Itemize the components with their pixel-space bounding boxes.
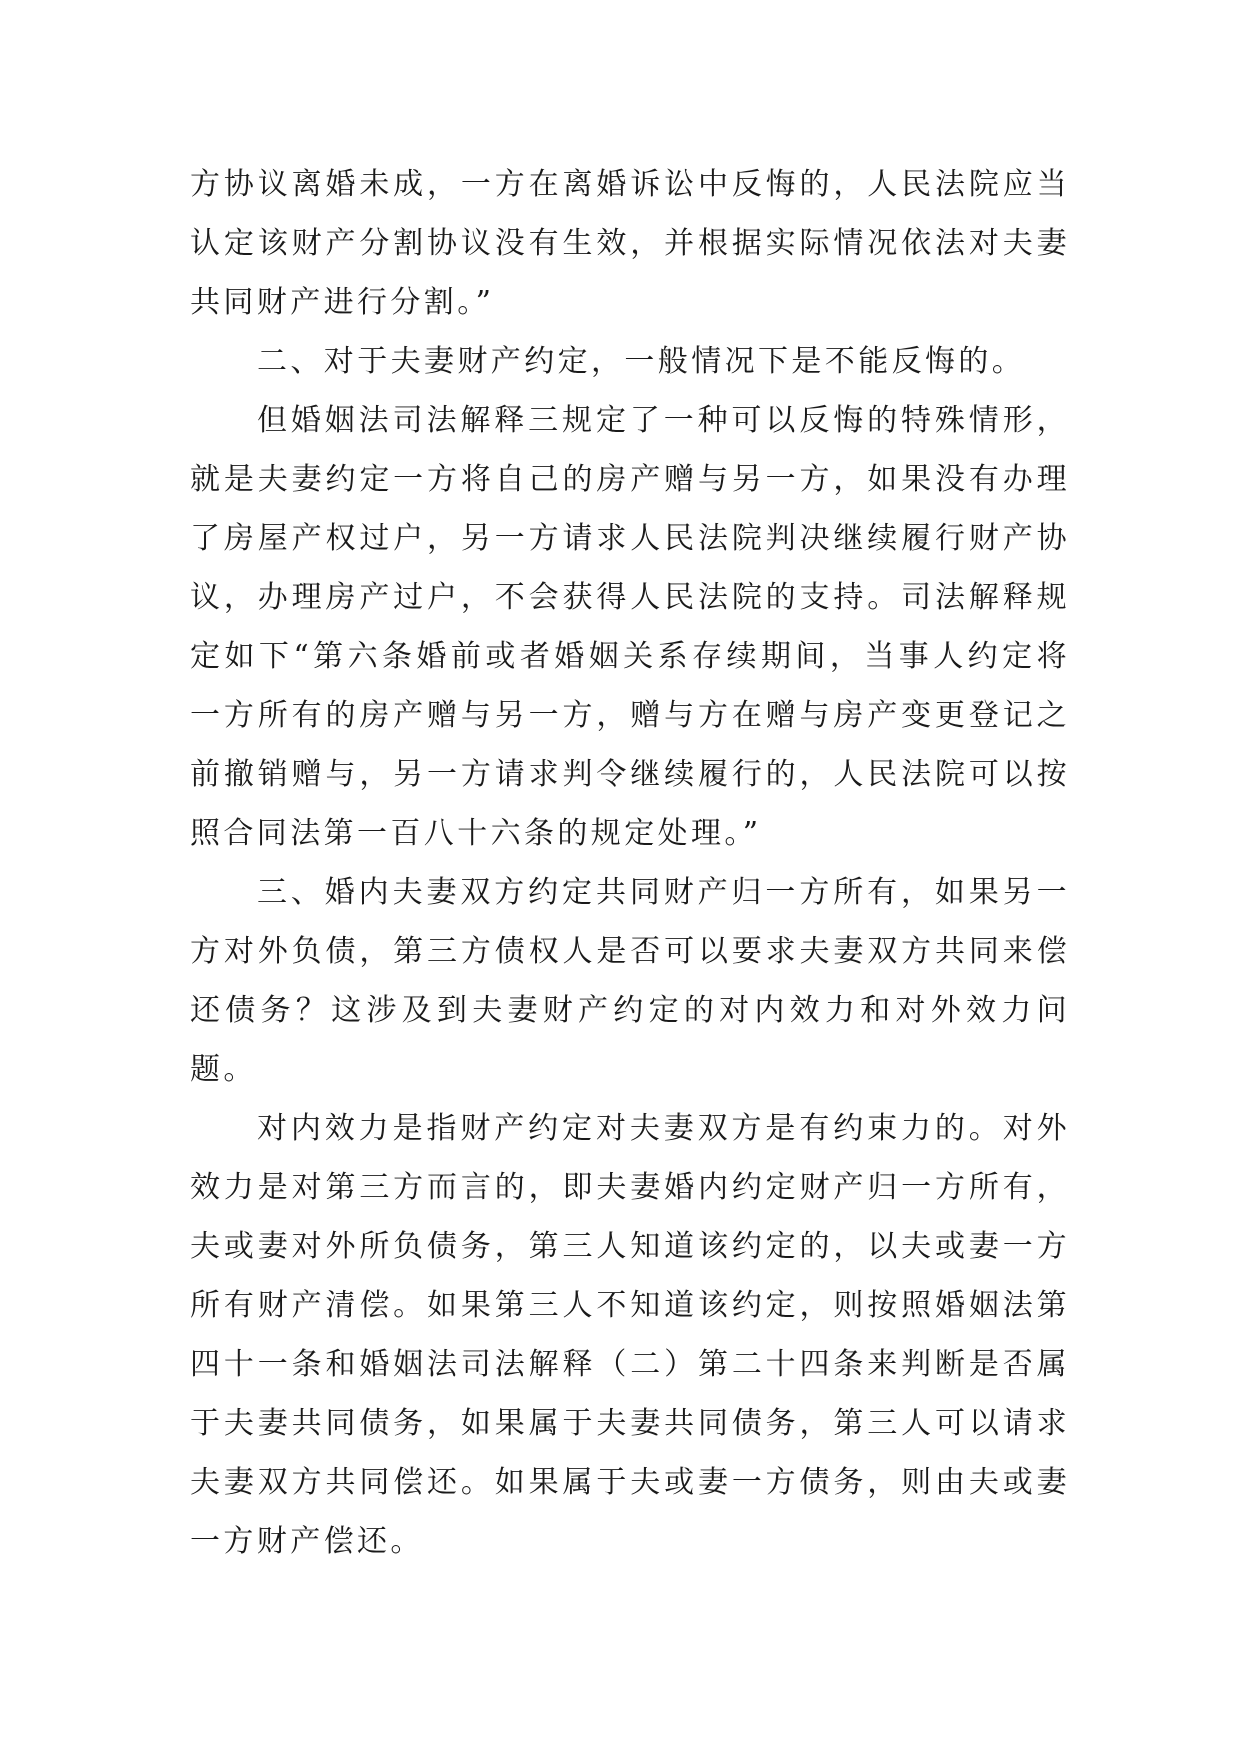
paragraph-special-case: 但婚姻法司法解释三规定了一种可以反悔的特殊情形，就是夫妻约定一方将自己的房产赠与另一方，如果没有办理了房屋产权过户，另一方请求人民法院判决继续履行财产协议，办理房产过户，不会获得人民法院的支持。司法解释规定如下“第六条婚前或者婚姻关系存续期间，当事人约定将一方所有的房产赠与另一方，赠与方在赠与房产变更登记之前撤销赠与，另一方请求判令继续履行的，人民法院可以按照合同法第一百八十六条的规定处理。” (190, 403, 1070, 851)
paragraph-point-two: 二、对于夫妻财产约定，一般情况下是不能反悔的。 (257, 344, 1026, 379)
paragraph-continuation: 方协议离婚未成，一方在离婚诉讼中反悔的，人民法院应当认定该财产分割协议没有生效，并根据实际情况依法对夫妻共同财产进行分割。” (190, 167, 1070, 320)
document-body (190, 155, 1070, 1571)
paragraph-point-three: 三、婚内夫妻双方约定共同财产归一方所有，如果另一方对外负债，第三方债权人是否可以要求夫妻双方共同来偿还债务？这涉及到夫妻财产约定的对内效力和对外效力问题。 (190, 875, 1070, 1087)
paragraph-internal-external-effect: 对内效力是指财产约定对夫妻双方是有约束力的。对外效力是对第三方而言的，即夫妻婚内约定财产归一方所有，夫或妻对外所负债务，第三人知道该约定的，以夫或妻一方所有财产清偿。如果第三人不知道该约定，则按照婚姻法第四十一条和婚姻法司法解释（二）第二十四条来判断是否属于夫妻共同债务，如果属于夫妻共同债务，第三人可以请求夫妻双方共同偿还。如果属于夫或妻一方债务，则由夫或妻一方财产偿还。 (190, 1111, 1070, 1559)
